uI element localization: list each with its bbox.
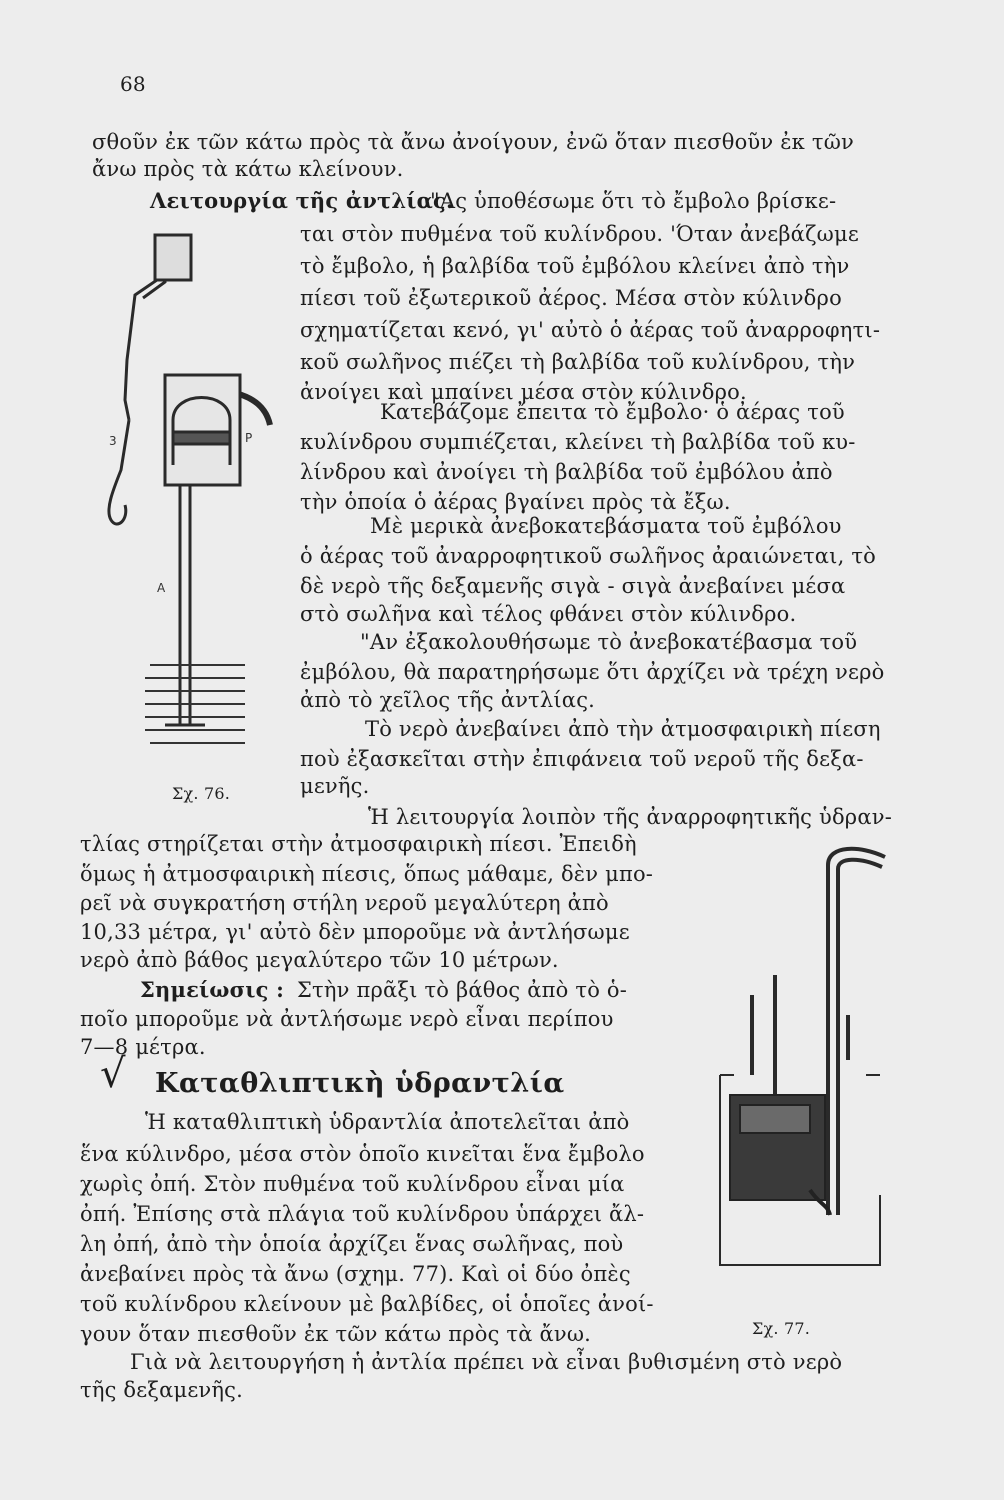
body-line: τλίας στηρίζεται στὴν ἀτμοσφαιρικὴ πίεσι. Ἐπειδὴ	[80, 832, 637, 856]
force-piston	[740, 1105, 810, 1133]
body-line: ἀπὸ τὸ χεῖλος τῆς ἀντλίας.	[300, 688, 596, 712]
note-label: Σημείωσις :	[140, 977, 285, 1002]
body-line: Κατεβάζομε ἔπειτα τὸ ἔμβολο· ὁ ἀέρας τοῦ	[380, 400, 845, 424]
body-line: Μὲ μερικὰ ἀνεβοκατεβάσματα τοῦ ἐμβόλου	[370, 514, 842, 538]
section-heading-force-pump: Καταθλιπτικὴ ὑδραντλία	[155, 1068, 565, 1099]
body-line: τοῦ κυλίνδρου κλείνουν μὲ βαλβίδες, οἱ ὁποῖες ἀνοί-	[80, 1292, 654, 1316]
body-line: στὸ σωλῆνα καὶ τέλος φθάνει στὸν κύλινδρο.	[300, 602, 797, 626]
body-line: ἀνεβαίνει πρὸς τὰ ἄνω (σχημ. 77). Καὶ οἱ δύο ὀπὲς	[80, 1262, 631, 1286]
fig76-label-p: P	[245, 431, 253, 445]
section-heading-pump-operation: Λειτουργία τῆς ἀντλίας.	[150, 188, 454, 213]
body-line: κοῦ σωλῆνος πιέζει τὴ βαλβίδα τοῦ κυλίνδρου, τὴν	[300, 350, 856, 374]
body-line: σχηματίζεται κενό, γι' αὐτὸ ὁ ἀέρας τοῦ ἀναρροφητι-	[300, 318, 881, 342]
body-line: λη ὀπή, ἀπὸ τὴν ὁποία ἀρχίζει ἕνας σωλῆνας, ποὺ	[80, 1232, 624, 1256]
body-line: ὅμως ἡ ἀτμοσφαιρικὴ πίεσις, ὅπως μάθαμε, δὲν μπο-	[80, 862, 654, 886]
body-line: λίνδρου καὶ ἀνοίγει τὴ βαλβίδα τοῦ ἐμβόλου ἀπὸ	[300, 460, 833, 484]
body-line: τῆς δεξαμενῆς.	[80, 1378, 244, 1402]
body-line: Ἡ καταθλιπτικὴ ὑδραντλία ἀποτελεῖται ἀπὸ	[145, 1110, 630, 1134]
intro-line: σθοῦν ἐκ τῶν κάτω πρὸς τὰ ἄνω ἀνοίγουν, ἐνῶ ὅταν πιεσθοῦν ἐκ τῶν	[92, 130, 854, 154]
body-line: δὲ νερὸ τῆς δεξαμενῆς σιγὰ - σιγὰ ἀνεβαίνει μέσα	[300, 574, 846, 598]
body-line: "Ας ὑποθέσωμε ὅτι τὸ ἔμβολο βρίσκε-	[430, 189, 837, 213]
body-line: γουν ὅταν πιεσθοῦν ἐκ τῶν κάτω πρὸς τὰ ἄνω.	[80, 1322, 592, 1346]
body-line: πίεσι τοῦ ἐξωτερικοῦ ἀέρος. Μέσα στὸν κύλινδρο	[300, 286, 842, 310]
handwritten-check-mark: √	[100, 1051, 126, 1097]
body-line: ἕνα κύλινδρο, μέσα στὸν ὁποῖο κινεῖται ἕνα ἔμβολο	[80, 1142, 645, 1166]
body-line: τὸ ἔμβολο, ἡ βαλβίδα τοῦ ἐμβόλου κλείνει ἀπὸ τὴν	[300, 254, 850, 278]
body-line: 10,33 μέτρα, γι' αὐτὸ δὲν μποροῦμε νὰ ἀντλήσωμε	[80, 920, 630, 944]
page-number: 68	[120, 72, 146, 96]
figure-77-caption: Σχ. 77.	[752, 1319, 811, 1338]
body-line: νερὸ ἀπὸ βάθος μεγαλύτερο τῶν 10 μέτρων.	[80, 948, 559, 972]
fig76-label-a: A	[157, 581, 166, 595]
body-line: Γιὰ νὰ λειτουργήση ἡ ἀντλία πρέπει νὰ εἶναι βυθισμένη στὸ νερὸ	[130, 1350, 843, 1374]
body-line: "Αν ἐξακολουθήσωμε τὸ ἀνεβοκατέβασμα τοῦ	[360, 630, 858, 654]
pump-handle	[125, 240, 157, 420]
note-line: ποῖο μποροῦμε νὰ ἀντλήσωμε νερὸ εἶναι περίπου	[80, 1007, 614, 1031]
body-line: Ἡ λειτουργία λοιπὸν τῆς ἀναρροφητικῆς ὑδραν-	[368, 805, 892, 829]
figure-77-force-pump	[700, 835, 900, 1315]
body-line: ὀπή. Ἐπίσης στὰ πλάγια τοῦ κυλίνδρου ὑπάρχει ἄλ-	[80, 1202, 645, 1226]
body-line: ποὺ ἐξασκεῖται στὴν ἐπιφάνεια τοῦ νεροῦ τῆς δεξα-	[300, 747, 864, 771]
handle-bracket	[155, 235, 191, 280]
note-line: Στὴν πρᾶξι τὸ βάθος ἀπὸ τὸ ὁ-	[297, 978, 628, 1002]
body-line: ρεῖ νὰ συγκρατήση στήλη νεροῦ μεγαλύτερη ἀπὸ	[80, 891, 609, 915]
body-line: ἐμβόλου, θὰ παρατηρήσωμε ὅτι ἀρχίζει νὰ τρέχη νερὸ	[300, 660, 885, 684]
body-line: κυλίνδρου συμπιέζεται, κλείνει τὴ βαλβίδα τοῦ κυ-	[300, 430, 856, 454]
figure-76-caption: Σχ. 76.	[172, 784, 231, 803]
body-line: ται στὸν πυθμένα τοῦ κυλίνδρου. 'Όταν ἀνεβάζωμε	[300, 222, 859, 246]
pump-piston	[173, 432, 230, 444]
body-line: Τὸ νερὸ ἀνεβαίνει ἀπὸ τὴν ἀτμοσφαιρικὴ πίεση	[365, 717, 881, 741]
body-line: ἀνοίγει καὶ μπαίνει μέσα στὸν κύλινδρο.	[300, 380, 747, 404]
body-line: μενῆς.	[300, 774, 370, 798]
fig76-label-three: 3	[109, 434, 117, 448]
body-line: χωρὶς ὀπή. Στὸν πυθμένα τοῦ κυλίνδρου εἶναι μία	[80, 1172, 625, 1196]
note-line: 7—8 μέτρα.	[80, 1035, 206, 1059]
body-line: ὁ ἀέρας τοῦ ἀναρροφητικοῦ σωλῆνος ἀραιώνεται, τὸ	[300, 544, 877, 568]
intro-line: ἄνω πρὸς τὰ κάτω κλείνουν.	[92, 157, 404, 181]
figure-76-suction-pump	[95, 220, 295, 790]
body-line: τὴν ὁποία ὁ ἀέρας βγαίνει πρὸς τὰ ἔξω.	[300, 490, 731, 514]
